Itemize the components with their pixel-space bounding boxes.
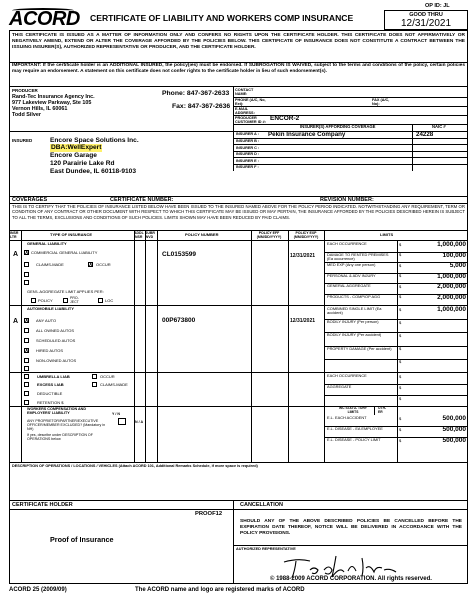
email-label: E-MAIL ADDRESS:	[235, 107, 255, 116]
acord-logo: ACORD	[9, 8, 80, 30]
producer-id: ENCOR-2	[270, 115, 300, 122]
limit-dollar-sign: $	[399, 306, 402, 312]
good-thru-box	[384, 10, 468, 30]
limit-label: PRODUCTS - COMP/OP AGG	[327, 293, 381, 299]
insurer-row-label: INSURER A :	[236, 132, 259, 137]
important-notice: IMPORTANT: If the certificate holder is an ADDITIONAL INSURED, the policy(ies) must be endorsed. If SUBROGATION IS WAIVED, subject to the terms and conditions of the policy, certain policies may require an endorsement. A statement on this certificate does not confer rights to the certificate holder in lieu of such endorsement(s).	[12, 63, 465, 74]
insured-line-5: East Dundee, IL 60118-9103	[50, 168, 137, 175]
auto-title: AUTOMOBILE LIABILITY	[27, 306, 75, 311]
limit-label: DAMAGE TO RENTED PREMISES (Ea occurrence)	[327, 251, 389, 261]
insurer-row-label: INSURER F :	[236, 165, 259, 170]
auto-policy-eff: 12/31/2021	[290, 318, 316, 324]
auto-insurer-letter: A	[13, 318, 19, 325]
authorized-rep-label: AUTHORIZED REPRESENTATIVE	[236, 547, 296, 551]
limit-dollar-sign: $	[399, 332, 402, 338]
auto-non-owned-label: NON-OWNED AUTOS	[36, 358, 77, 363]
certificate-holder-label: CERTIFICATE HOLDER	[12, 502, 73, 508]
deductible-checkbox[interactable]	[24, 391, 29, 396]
gl-loc-label: LOC	[105, 298, 114, 303]
limit-dollar-sign: $	[399, 283, 402, 289]
limit-value: 1,000,000	[437, 241, 466, 249]
umbrella-liab-label: UMBRELLA LIAB	[37, 374, 70, 379]
col-addl-insr: ADDL INSR	[134, 231, 144, 240]
good-thru-label: GOOD THRU	[409, 12, 443, 18]
revision-number-label: REVISION NUMBER:	[320, 197, 374, 203]
gl-occur-label: OCCUR	[96, 262, 111, 267]
limit-label: MED EXP (Any one person)	[327, 262, 376, 267]
limit-dollar-sign: $	[399, 373, 402, 379]
producer-line-2: 977 Lakeview Parkway, Ste 105	[12, 100, 92, 106]
excess-claims-made-checkbox[interactable]	[92, 382, 97, 387]
wc-yn-box[interactable]	[118, 418, 126, 425]
limit-value: 500,000	[442, 437, 466, 445]
producer-label: PRODUCER	[12, 88, 38, 93]
col-type-of-insurance: TYPE OF INSURANCE	[50, 232, 93, 237]
limit-label: AGGREGATE	[327, 384, 352, 389]
retention-checkbox[interactable]	[24, 400, 29, 405]
limit-value: 5,000	[449, 262, 466, 270]
gl-policy-checkbox[interactable]	[31, 298, 36, 303]
limit-dollar-sign: $	[399, 262, 402, 268]
auto-any-auto-checkbox[interactable]: X	[25, 318, 29, 324]
umbrella-occur-checkbox[interactable]	[92, 374, 97, 379]
limit-value: 1,000,000	[437, 306, 466, 314]
producer-fax: Fax: 847-367-2636	[172, 103, 231, 110]
insured-name: Encore Space Solutions Inc.	[50, 137, 139, 144]
excess-claims-made-label: CLAIMS-MADE	[100, 382, 128, 387]
limit-dollar-sign: $	[399, 241, 402, 247]
wc-statutory-label: WC STATU- TORY LIMITS	[339, 406, 367, 414]
insurer-row-naic: 24228	[416, 131, 434, 139]
limit-label: PROPERTY DAMAGE (Per accident)	[327, 345, 392, 351]
auto-all-owned-label: ALL OWNED AUTOS	[36, 328, 75, 333]
col-policy-number: POLICY NUMBER	[185, 232, 219, 237]
cancellation-label: CANCELLATION	[240, 502, 283, 508]
limit-value: 100,000	[442, 251, 466, 259]
gl-occur-checkbox[interactable]: X	[89, 262, 93, 268]
limit-value: 500,000	[442, 415, 466, 423]
gl-project-checkbox[interactable]	[63, 298, 68, 303]
coverages-label: COVERAGES	[12, 197, 48, 203]
gl-aggregate-applies: GEN'L AGGREGATE LIMIT APPLIES PER:	[27, 289, 104, 294]
gl-claims-made-label: CLAIMS-MADE	[36, 262, 64, 267]
gl-blank-checkbox-1[interactable]	[24, 272, 29, 277]
col-limits: LIMITS	[380, 232, 394, 237]
gl-blank-checkbox-2[interactable]	[24, 280, 29, 285]
gl-policy-number: CL0153599	[162, 251, 196, 258]
trademark-notice: The ACORD name and logo are registered marks of ACORD	[135, 587, 305, 593]
limit-dollar-sign: $	[399, 384, 402, 390]
limit-dollar-sign: $	[399, 426, 402, 432]
limit-dollar-sign: $	[399, 395, 402, 401]
insured-label: INSURED	[12, 138, 33, 143]
good-thru-date: 12/31/2021	[400, 18, 452, 29]
copyright: © 1988-2009 ACORD CORPORATION. All rights reserved.	[270, 576, 432, 582]
limit-label: PERSONAL & ADV INJURY	[327, 272, 376, 278]
gl-commercial-label: COMMERCIAL GENERAL LIABILITY	[31, 250, 98, 255]
gl-commercial-checkbox[interactable]: X	[25, 250, 29, 256]
description-label: DESCRIPTION OF OPERATIONS / LOCATIONS / VEHICLES (Attach ACORD 101, Additional Remarks Schedule, if more space is required)	[12, 464, 258, 468]
col-insr-ltr: INSR LTR	[10, 231, 19, 240]
limit-label: BODILY INJURY (Per person)	[327, 319, 379, 325]
excess-liab-label: EXCESS LIAB	[37, 382, 64, 387]
insured-line-4: 120 Parairie Lake Rd	[50, 160, 115, 167]
contact-name-label: CONTACT NAME:	[235, 88, 254, 97]
insurer-row-label: INSURER B :	[236, 138, 260, 143]
producer-id-label: PRODUCER CUSTOMER ID #:	[235, 116, 266, 125]
acord-logo-arc	[12, 8, 74, 13]
wc-other-label: OTH- ER	[378, 406, 387, 414]
wc-proprietor-question: ANY PROPRIETOR/PARTNER/EXECUTIVE OFFICER/MEMBER EXCLUDED? (Mandatory in NH)	[27, 419, 106, 432]
limit-label: E.L. DISEASE - EA EMPLOYEE	[327, 426, 383, 431]
wc-na-label: N / A	[135, 420, 144, 424]
limit-value: 2,000,000	[437, 283, 466, 291]
limit-dollar-sign: $	[399, 319, 402, 325]
limit-label: COMBINED SINGLE LIMIT (Ea accident)	[327, 306, 382, 316]
producer-phone: Phone: 847-367-2633	[162, 90, 230, 97]
insurer-row-label: INSURER C :	[236, 145, 260, 150]
auto-any-auto-label: ANY AUTO	[36, 318, 57, 323]
gl-claims-made-checkbox[interactable]	[24, 262, 29, 267]
umbrella-checkbox[interactable]	[24, 374, 29, 379]
coverages-statement: THIS IS TO CERTIFY THAT THE POLICIES OF INSURANCE LISTED BELOW HAVE BEEN ISSUED TO THE INSURED NAMED ABOVE FOR THE POLICY PERIOD INDICATED. NOTWITHSTANDING ANY REQUIREMENT, TERM OR CONDITION OF ANY CONTRACT OR OTHER DOCUMENT WITH RESPECT TO WHICH THIS CERTIFICATE MAY BE ISSUED OR MAY PERTAIN, THE INSURANCE AFFORDED BY THE POLICIES DESCRIBED HEREIN IS SUBJECT TO ALL THE TERMS, EXCLUSIONS AND CONDITIONS OF SUCH POLICIES. LIMITS SHOWN MAY HAVE BEEN REDUCED BY PAID CLAIMS.	[12, 204, 465, 220]
wc-if-yes-note: If yes, describe under DESCRIPTION OF OPERATIONS below	[27, 433, 93, 442]
deductible-label: DEDUCTIBLE	[37, 391, 63, 396]
auto-hired-checkbox[interactable]: X	[25, 348, 29, 354]
disclaimer-text: THIS CERTIFICATE IS ISSUED AS A MATTER OF INFORMATION ONLY AND CONFERS NO RIGHTS UPON THE CERTIFICATE HOLDER. THIS CERTIFICATE DOES NOT AFFIRMATIVELY OR NEGATIVELY AMEND, EXTEND OR ALTER THE COVERAGE AFFORDED BY THE POLICIES BELOW. THIS CERTIFICATE OF INSURANCE DOES NOT CONSTITUTE A CONTRACT BETWEEN THE ISSUING INSURER(S), AUTHORIZED REPRESENTATIVE OR PRODUCER, AND THE CERTIFICATE HOLDER.	[12, 33, 465, 50]
certificate-title: CERTIFICATE OF LIABILITY AND WORKERS COMP INSURANCE	[90, 13, 354, 23]
insurers-header: INSURER(S) AFFORDING COVERAGE	[300, 124, 376, 129]
certificate-number-label: CERTIFICATE NUMBER:	[110, 197, 174, 203]
auto-scheduled-label: SCHEDULED AUTOS	[36, 338, 76, 343]
limit-dollar-sign: $	[399, 437, 402, 443]
producer-line-3: Vernon Hills, IL 60061	[12, 106, 68, 112]
naic-label: NAIC #	[432, 124, 446, 129]
col-subr-wvd: SUBR WVD	[145, 231, 155, 240]
limit-label: EACH OCCURRENCE	[327, 241, 367, 246]
retention-label: RETENTION $	[37, 400, 64, 405]
producer-line-1: Rand-Tec Insurance Agency Inc.	[12, 94, 95, 100]
limit-value: 500,000	[442, 426, 466, 434]
gl-loc-checkbox[interactable]	[98, 298, 103, 303]
auto-policy-number: 00P673800	[162, 317, 196, 324]
phone-label: PHONE (A/C, No, Ext):	[235, 98, 266, 107]
gl-project-label: PRO- JECT	[70, 296, 79, 305]
limit-value: 2,000,000	[437, 293, 466, 301]
limit-label: E.L. EACH ACCIDENT	[327, 415, 367, 420]
auto-non-owned-checkbox[interactable]	[24, 358, 29, 363]
wc-yn-label: Y / N	[112, 412, 120, 416]
auto-all-owned-checkbox[interactable]	[24, 328, 29, 333]
gl-insurer-letter: A	[13, 251, 19, 258]
producer-line-4: Todd Silver	[12, 112, 41, 118]
col-policy-eff: POLICY EFF (MM/DD/YYYY)	[256, 231, 282, 240]
gl-policy-label: POLICY	[38, 298, 53, 303]
limit-label: E.L. DISEASE - POLICY LIMIT	[327, 437, 381, 442]
limit-dollar-sign: $	[399, 273, 402, 278]
limit-dollar-sign: $	[399, 415, 402, 421]
auto-hired-label: HIRED AUTOS	[36, 348, 64, 353]
insurer-row-name: Pekin Insurance Company	[268, 131, 346, 139]
form-number: ACORD 25 (2009/09)	[9, 587, 67, 593]
insurer-row-label: INSURER E :	[236, 158, 259, 163]
insurer-row-label: INSURER D :	[236, 152, 260, 157]
insured-dba: DBA:WellExpert	[51, 144, 102, 151]
auto-scheduled-checkbox[interactable]	[24, 338, 29, 343]
limit-dollar-sign: $	[399, 252, 402, 257]
auto-blank-checkbox[interactable]	[24, 366, 29, 371]
cancellation-text: SHOULD ANY OF THE ABOVE DESCRIBED POLICIES BE CANCELLED BEFORE THE EXPIRATION DATE THEREOF, NOTICE WILL BE DELIVERED IN ACCORDANCE WITH THE POLICY PROVISIONS.	[240, 519, 462, 536]
op-id: OP ID: JL	[425, 3, 450, 9]
limit-dollar-sign: $	[399, 294, 402, 299]
limit-label: GENERAL AGGREGATE	[327, 283, 371, 288]
fax-label: FAX (A/C, No):	[372, 98, 390, 107]
wc-title: WORKERS COMPENSATION AND EMPLOYERS' LIABILITY	[27, 407, 86, 416]
excess-checkbox[interactable]	[24, 382, 29, 387]
limit-value: 1,000,000	[437, 272, 466, 280]
certificate-holder-id: PROOF12	[195, 511, 223, 517]
limit-label: EACH OCCURRENCE	[327, 373, 367, 378]
limit-dollar-sign: $	[399, 359, 402, 365]
gl-title: GENERAL LIABILITY	[27, 241, 67, 246]
insured-line-3: Encore Garage	[50, 152, 97, 159]
limit-dollar-sign: $	[399, 346, 402, 352]
certificate-holder-name: Proof of Insurance	[50, 535, 114, 544]
umbrella-occur-label: OCCUR	[100, 374, 115, 379]
col-policy-exp: POLICY EXP (MM/DD/YYYY)	[293, 231, 319, 240]
limit-label: BODILY INJURY (Per accident)	[327, 332, 382, 338]
gl-policy-eff: 12/31/2021	[290, 253, 316, 259]
